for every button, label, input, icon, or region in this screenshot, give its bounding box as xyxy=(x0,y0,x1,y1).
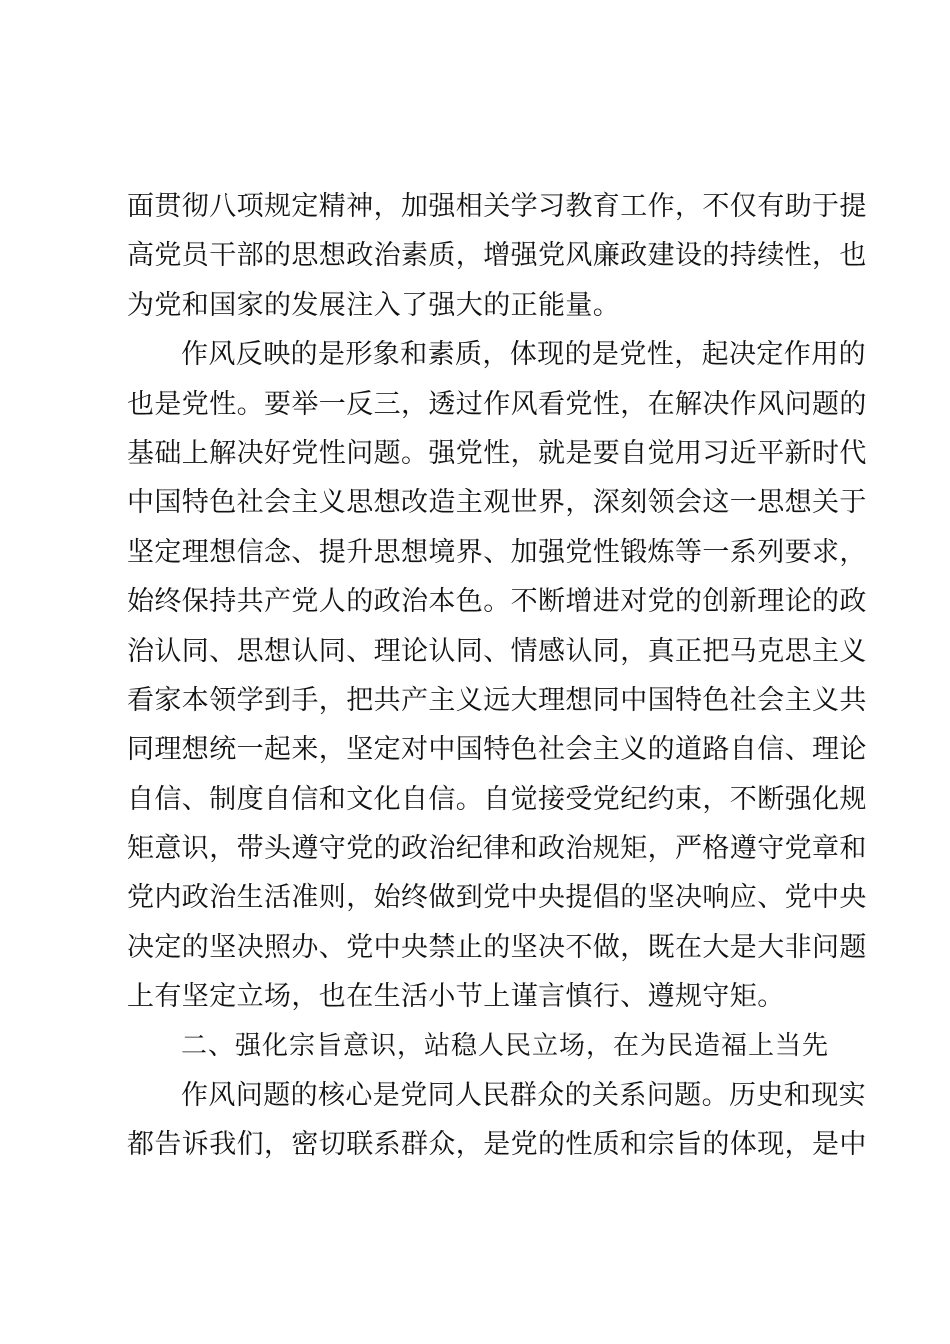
text-line: 高党员干部的思想政治素质，增强党风廉政建设的持续性，也 xyxy=(127,240,867,272)
paragraph-continuation xyxy=(127,182,867,330)
text-line: 上有坚定立场，也在生活小节上谨言慎行、遵规守矩。 xyxy=(127,981,785,1013)
section-heading-text: 二、强化宗旨意识，站稳人民立场，在为民造福上当先 xyxy=(181,1030,830,1061)
text-line: 作风反映的是形象和素质，体现的是党性，起决定作用的 xyxy=(181,339,866,371)
text-line: 矩意识，带头遵守党的政治纪律和政治规矩，严格遵守党章和 xyxy=(127,833,867,865)
text-line: 作风问题的核心是党同人民群众的关系问题。历史和现实 xyxy=(181,1080,866,1112)
text-line: 同理想统一起来，坚定对中国特色社会主义的道路自信、理论 xyxy=(127,734,867,766)
document-body xyxy=(127,182,867,1170)
text-line: 为党和国家的发展注入了强大的正能量。 xyxy=(127,289,621,321)
text-line: 坚定理想信念、提升思想境界、加强党性锻炼等一系列要求， xyxy=(127,536,867,568)
text-line: 自信、制度自信和文化自信。自觉接受党纪约束，不断强化规 xyxy=(127,783,867,815)
paragraph-party-spirit xyxy=(127,330,867,1021)
text-line: 党内政治生活准则，始终做到党中央提倡的坚决响应、党中央 xyxy=(127,882,867,914)
paragraph-mass-line xyxy=(127,1071,867,1170)
text-line: 始终保持共产党人的政治本色。不断增进对党的创新理论的政 xyxy=(127,586,867,618)
text-line: 基础上解决好党性问题。强党性，就是要自觉用习近平新时代 xyxy=(127,437,867,469)
section-heading xyxy=(127,1022,835,1071)
text-line: 中国特色社会主义思想改造主观世界，深刻领会这一思想关于 xyxy=(127,487,867,519)
text-line: 也是党性。要举一反三，透过作风看党性，在解决作风问题的 xyxy=(127,388,867,420)
text-line: 治认同、思想认同、理论认同、情感认同，真正把马克思主义 xyxy=(127,635,867,667)
text-line: 看家本领学到手，把共产主义远大理想同中国特色社会主义共 xyxy=(127,684,867,716)
text-line: 面贯彻八项规定精神，加强相关学习教育工作，不仅有助于提 xyxy=(127,191,867,222)
text-line: 决定的坚决照办、党中央禁止的坚决不做，既在大是大非问题 xyxy=(127,931,867,963)
text-line: 都告诉我们，密切联系群众，是党的性质和宗旨的体现，是中 xyxy=(127,1129,867,1161)
